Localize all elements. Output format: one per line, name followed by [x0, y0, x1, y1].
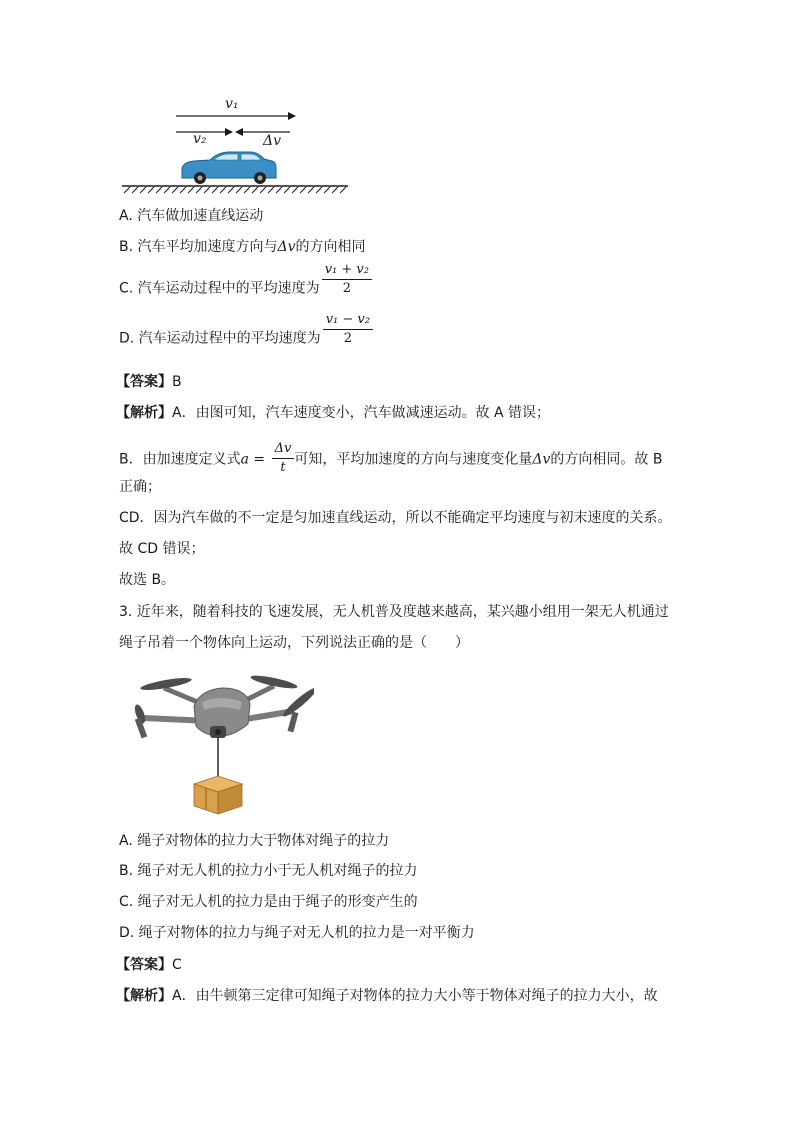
answer-q2	[116, 373, 182, 391]
question3-line1: 3. 近年来，随着科技的飞速发展，无人机普及度越来越高，某兴趣小组用一架无人机通过	[119, 604, 669, 620]
delta-v-arrowhead	[235, 128, 243, 136]
v2-arrowhead	[225, 128, 233, 136]
option-d-q3: D. 绳子对物体的拉力与绳子对无人机的拉力是一对平衡力	[119, 925, 475, 941]
car-icon	[182, 152, 276, 184]
option-b-q2-symbol: Δv	[277, 239, 296, 255]
option-c-q2-denominator: 2	[342, 281, 351, 296]
option-b-q2	[119, 238, 366, 256]
option-c-q2	[119, 262, 372, 306]
option-c-q3: C. 绳子对无人机的拉力是由于绳子的形变产生的	[119, 894, 418, 910]
analysis-q2-line3: 正确；	[119, 479, 161, 495]
analysis-q2-equals: =	[248, 451, 270, 468]
drone-figure	[124, 666, 314, 816]
analysis-q2-fraction-num: Δv	[272, 441, 295, 459]
option-c-q2-fraction	[322, 262, 372, 297]
analysis-q3-text1: A．由牛顿第三定律可知绳子对物体的拉力大小等于物体对绳子的拉力大小，故	[172, 988, 658, 1004]
option-a-q2: A. 汽车做加速直线运动	[119, 208, 264, 224]
analysis-q3-label: 【解析】	[116, 988, 172, 1004]
v1-arrowhead	[288, 112, 296, 120]
option-b-q2-post: 的方向相同	[295, 239, 366, 255]
analysis-q3-line1	[116, 987, 658, 1005]
v1-label: v₁	[225, 96, 239, 112]
analysis-q2-line2-pre: B．由加速度定义式	[119, 451, 241, 468]
question3-line2: 绳子吊着一个物体向上运动，下列说法正确的是（ ）	[119, 635, 469, 651]
option-d-q2-numerator: v₁ − v₂	[323, 312, 373, 330]
analysis-q2-text1: A．由图可知，汽车速度变小，汽车做减速运动。故 A 错误；	[172, 405, 551, 421]
analysis-q2-dv-symbol: Δv	[532, 451, 551, 468]
option-d-q2-pre: D. 汽车运动过程中的平均速度为	[119, 330, 321, 347]
analysis-q2-line1	[116, 404, 550, 422]
answer-q3-value: C	[172, 957, 182, 973]
drone-icon	[133, 673, 314, 738]
option-d-q2-fraction	[323, 312, 373, 347]
analysis-q2-label: 【解析】	[116, 405, 172, 421]
option-b-q3: B. 绳子对无人机的拉力小于无人机对绳子的拉力	[119, 863, 418, 879]
option-c-q2-numerator: v₁ + v₂	[322, 262, 372, 280]
option-d-q2	[119, 312, 373, 356]
analysis-q2-fraction	[272, 441, 295, 476]
answer-q2-value: B	[172, 374, 182, 390]
delta-v-label: Δv	[263, 133, 282, 149]
option-d-q2-denominator: 2	[343, 331, 352, 346]
option-a-q3: A. 绳子对物体的拉力大于物体对绳子的拉力	[119, 833, 390, 849]
analysis-q2-line5: 故 CD 错误；	[119, 541, 205, 557]
answer-q2-label: 【答案】	[116, 374, 172, 390]
option-b-q2-pre: B. 汽车平均加速度方向与	[119, 239, 278, 255]
ground-hatching	[124, 187, 346, 193]
box-icon	[194, 776, 242, 814]
analysis-q2-line2	[119, 442, 662, 477]
answer-q3-label: 【答案】	[116, 957, 172, 973]
analysis-q2-line2-post: 的方向相同。故 B	[550, 451, 663, 468]
v2-label: v₂	[193, 131, 207, 147]
analysis-q2-line4: CD．因为汽车做的不一定是匀加速直线运动，所以不能确定平均速度与初末速度的关系。	[119, 510, 672, 526]
analysis-q2-line6: 故选 B。	[119, 572, 176, 588]
option-c-q2-pre: C. 汽车运动过程中的平均速度为	[119, 280, 320, 297]
analysis-q2-a-symbol: a	[240, 451, 249, 468]
answer-q3	[116, 956, 182, 974]
analysis-q2-line2-mid: 可知，平均加速度的方向与速度变化量	[294, 451, 533, 468]
analysis-q2-fraction-den: t	[280, 460, 286, 475]
